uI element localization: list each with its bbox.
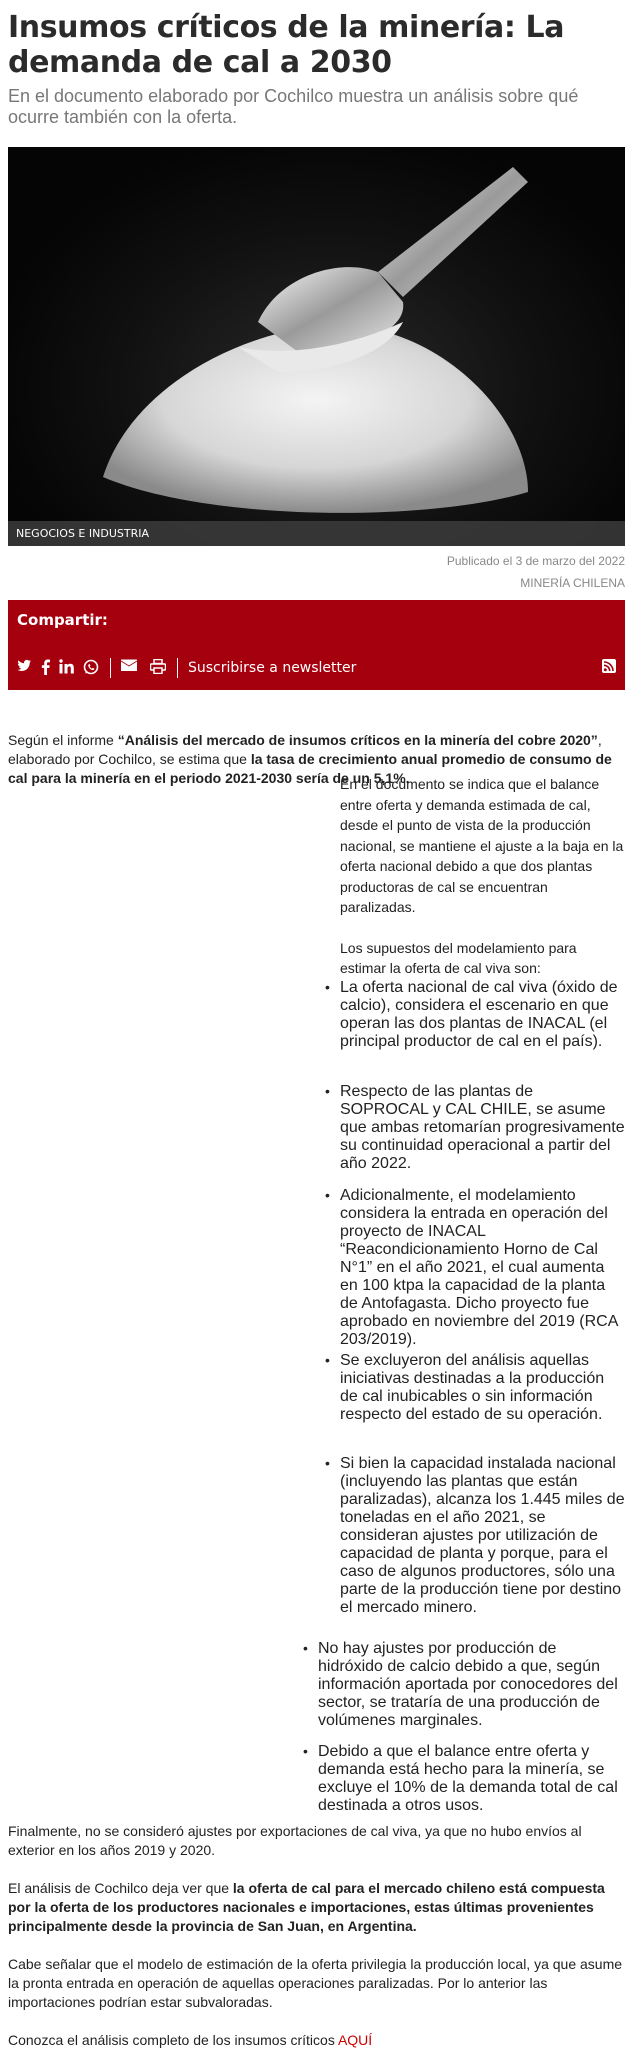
final-paragraph: Finalmente, no se consideró ajustes por exportaciones de cal viva, ya que no hubo envíos al exterior en los años 2019 y 2020. — [8, 1823, 582, 1858]
link-paragraph: Conozca el análisis completo de los insumos críticos AQUÍ — [8, 2032, 373, 2048]
lime-powder-scoop-photo — [8, 147, 625, 546]
linkedin-icon[interactable] — [59, 659, 74, 677]
article — [8, 10, 625, 788]
supply-paragraph-1: En el documento se indica que el balance entre oferta y demanda estimada de cal, desde el punto de vista de la producción nacional, se mantiene el ajuste a la baja en la oferta nacional debido a que dos plantas productoras de cal se encuentran paralizadas. — [340, 776, 624, 915]
supply-paragraph-2: Los supuestos del modelamiento para estimar la oferta de cal viva son: — [340, 939, 577, 976]
share-title: Compartir: — [17, 611, 108, 629]
share-divider-2 — [177, 658, 178, 678]
whatsapp-icon[interactable] — [83, 659, 99, 677]
share-divider — [110, 658, 111, 678]
source-label: MINERÍA CHILENA — [520, 576, 625, 590]
publish-date: Publicado el 3 de marzo del 2022 — [446, 554, 625, 568]
share-actions — [17, 658, 616, 678]
analysis-paragraph: El análisis de Cochilco deja ver que la oferta de cal para el mercado chileno está compuesta por la oferta de los productores nacionales e importaciones, estas últimas provenientes principalmente desde la provincia de San Juan, en Argentina. — [8, 1880, 605, 1934]
closing-section — [8, 1822, 625, 2050]
model-paragraph: Cabe señalar que el modelo de estimación de la oferta privilegia la producción local, ya que asume la pronta entrada en operación de aquellas operaciones paralizadas. Por lo anterior las importaciones podrían estar subvaloradas. — [8, 1956, 623, 2010]
full-analysis-link[interactable]: AQUÍ — [337, 2032, 373, 2048]
category-label[interactable]: NEGOCIOS E INDUSTRIA — [16, 527, 149, 540]
rss-icon[interactable] — [602, 659, 616, 673]
email-icon[interactable] — [121, 659, 137, 677]
article-subtitle: En el documento elaborado por Cochilco muestra un análisis sobre qué ocurre también con la oferta. — [8, 86, 579, 127]
facebook-icon[interactable] — [41, 659, 50, 677]
share-bar — [8, 600, 625, 690]
print-icon[interactable] — [150, 659, 166, 677]
list-item: • Debido a que el balance entre oferta y demanda está hecho para la minería, se excluye el 10% de la demanda total de cal destinada a otros usos. — [318, 1743, 620, 1815]
category-caption — [8, 521, 625, 546]
list-item: • Se excluyeron del análisis aquellas iniciativas destinadas a la producción de cal inubicables o sin información respecto del estado de su operación. — [340, 1352, 625, 1424]
list-item: • Si bien la capacidad instalada nacional (incluyendo las plantas que están paralizadas), alcanza los 1.445 miles de toneladas en el año 2021, se consideran ajustes por utilización de capacidad de planta y porque, para el caso de algunos productores, sólo una parte de la producción tiene por destino el mercado minero. — [340, 1455, 625, 1617]
newsletter-link[interactable]: Suscribirse a newsletter — [188, 660, 357, 676]
list-item: • Respecto de las plantas de SOPROCAL y CAL CHILE, se asume que ambas retomarían progresivamente su continuidad operacional a partir del año 2022. — [340, 1083, 625, 1173]
list-item: • La oferta nacional de cal viva (óxido de calcio), considera el escenario en que operan las dos plantas de INACAL (el principal productor de cal en el país). — [340, 979, 625, 1051]
list-item: • Adicionalmente, el modelamiento considera la entrada en operación del proyecto de INACAL “Reacondicionamiento Horno de Cal N°1” en el año 2021, el cual aumenta en 100 ktpa la capacidad de la planta de Antofagasta. Dicho proyecto fue aprobado en noviembre del 2019 (RCA 203/2019). — [340, 1187, 625, 1349]
hero-image — [8, 147, 625, 546]
intro-paragraph: Según el informe “Análisis del mercado de insumos críticos en la minería del cobre 2020”, elaborado por Cochilco, se estima que la tasa de crecimiento anual promedio de consumo de cal para la minería en el periodo 2021-2030 sería de un 5,1%. — [8, 732, 612, 786]
supply-section — [340, 774, 625, 979]
twitter-icon[interactable] — [17, 659, 32, 677]
list-item: • No hay ajustes por producción de hidróxido de calcio debido a que, según información aportada por conocedores del sector, se trataría de una producción de volúmenes marginales. — [318, 1640, 620, 1730]
article-title: Insumos críticos de la minería: La demanda de cal a 2030 — [8, 10, 565, 80]
